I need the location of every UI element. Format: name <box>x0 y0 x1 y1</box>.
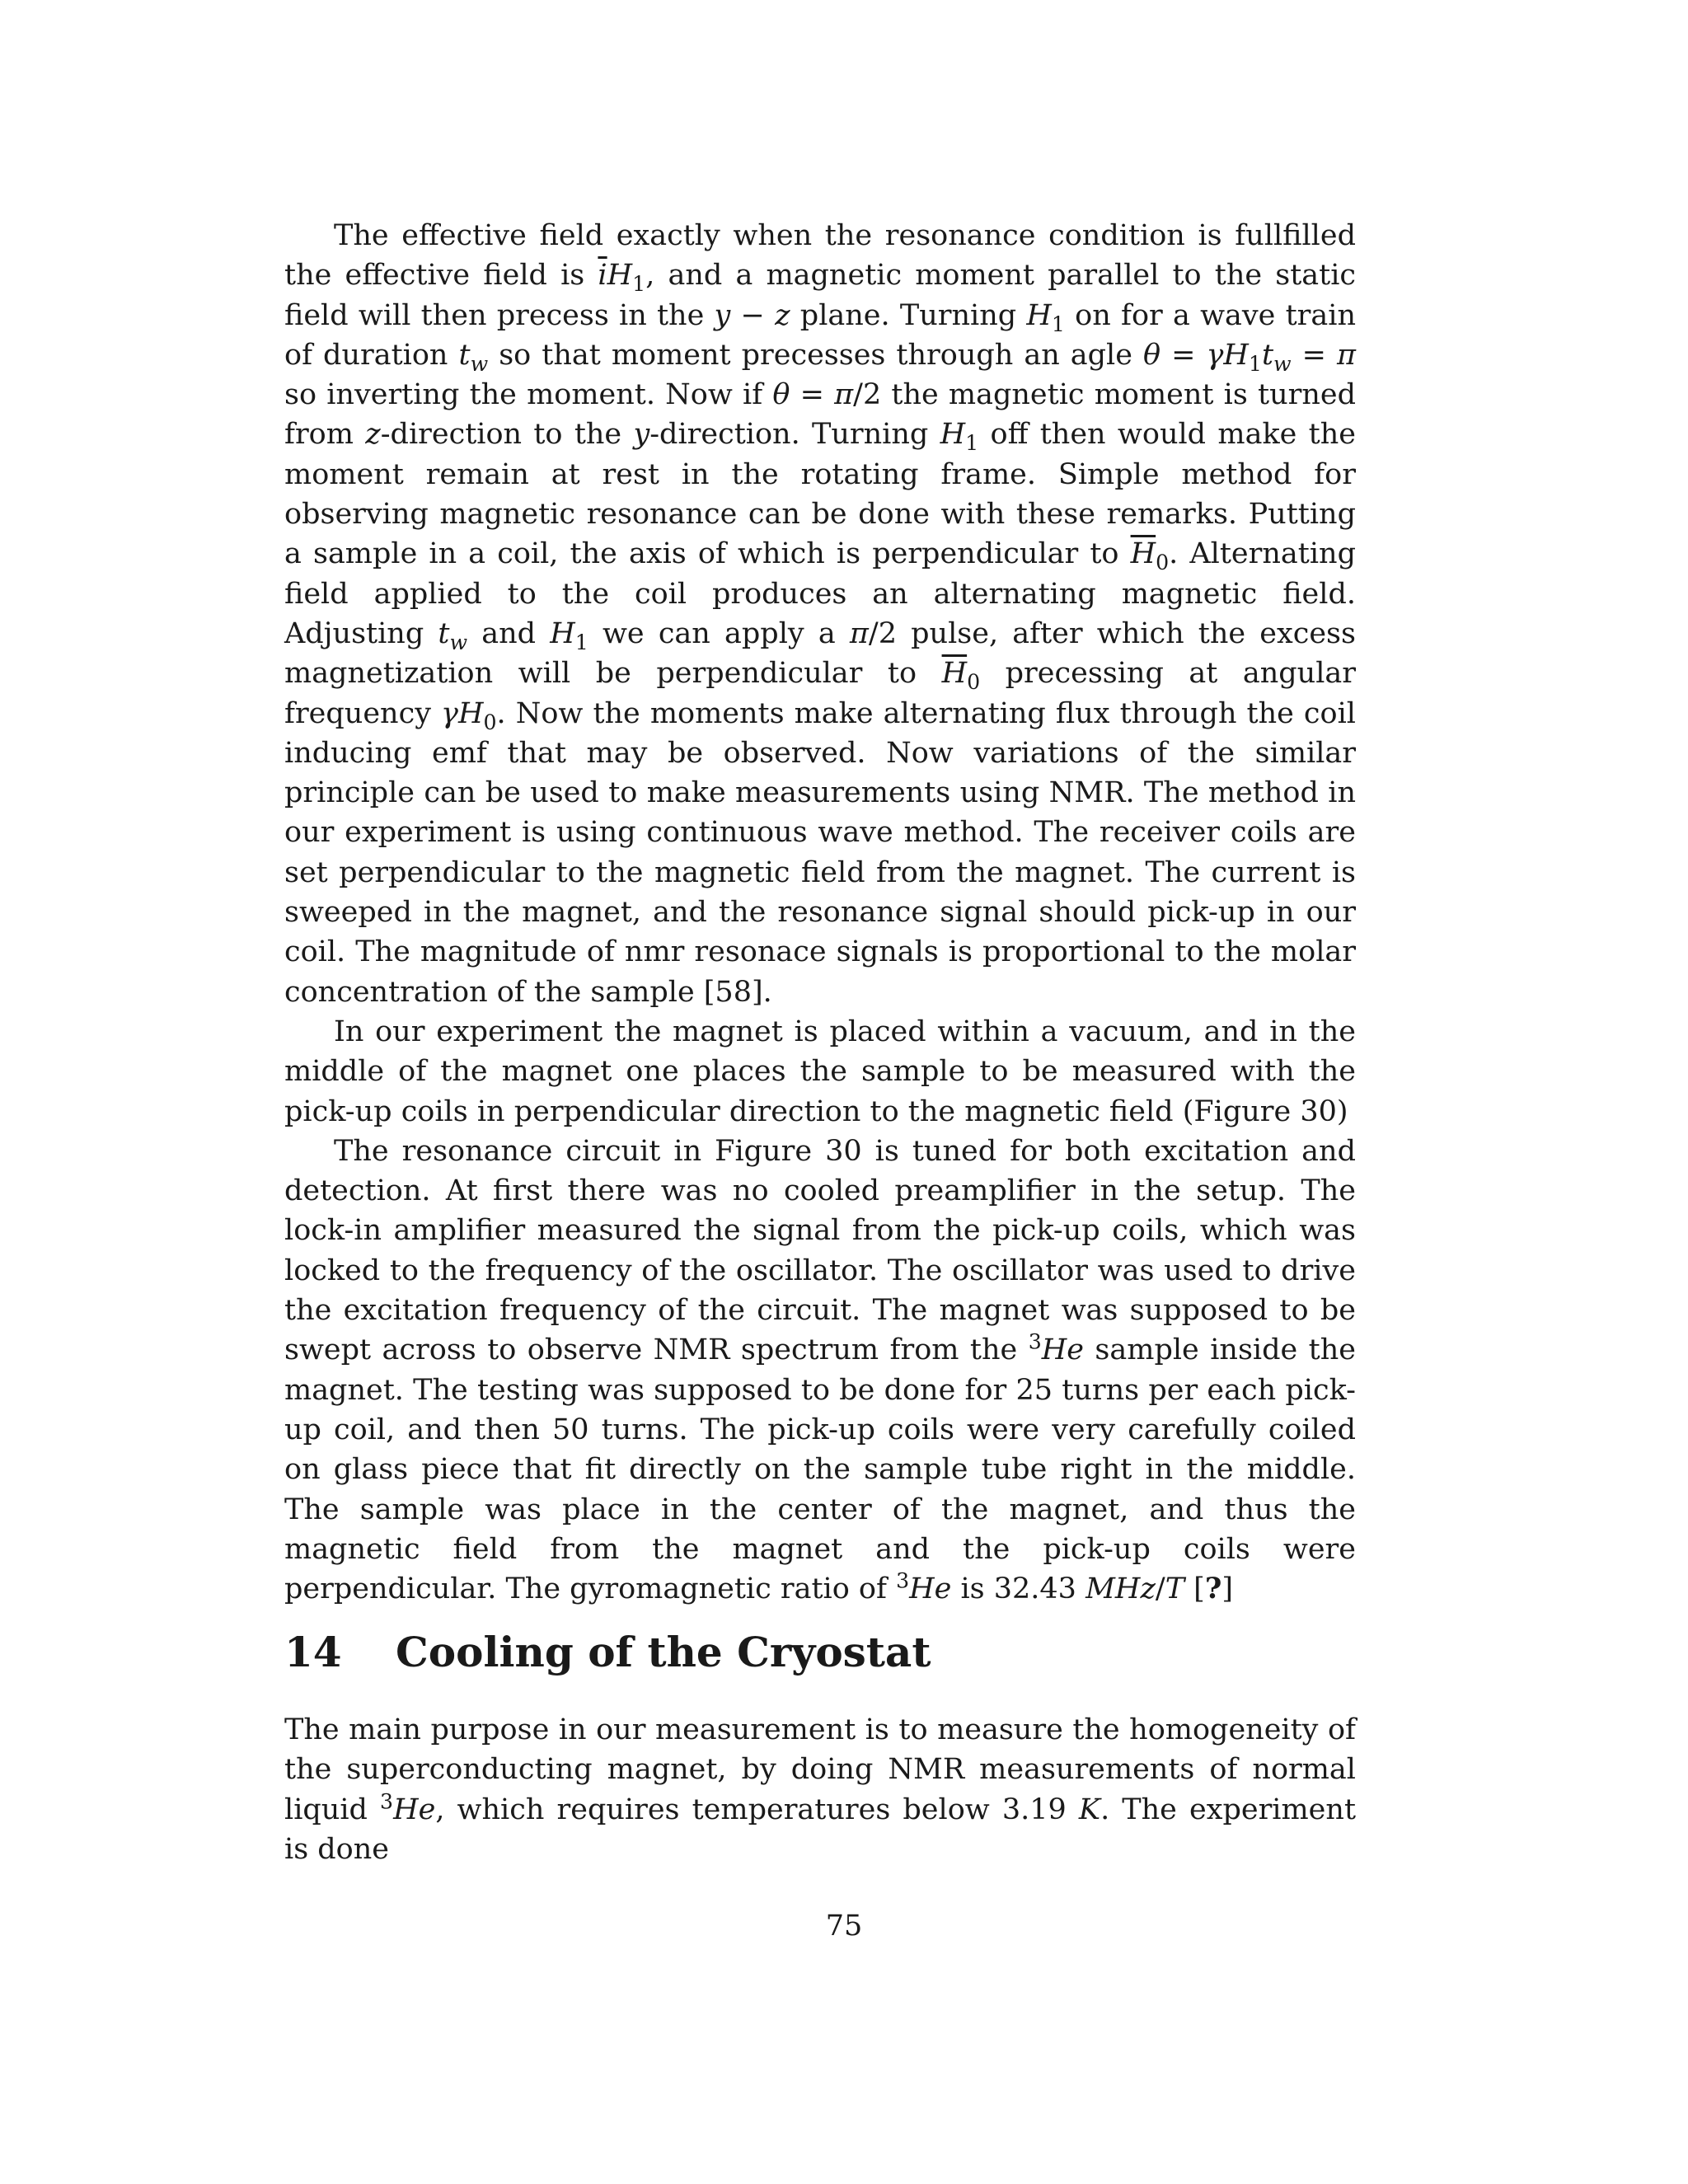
body-text-bottom <box>284 1710 1356 1869</box>
section-heading <box>284 1628 931 1677</box>
paragraph-main-purpose: The main purpose in our measurement is to measure the homogeneity of the superconducting magnet, by doing NMR measurements of normal liquid $^3$He, which requires temperatures below 3.19 K. The experiment is done <box>284 1713 1357 1866</box>
page-number: 75 <box>825 1910 863 1943</box>
section-number: 14 <box>284 1628 342 1676</box>
body-text-top <box>284 216 1356 1609</box>
section-title: Cooling of the Cryostat <box>396 1628 931 1676</box>
paragraph-effective-field: The effective field exactly when the resonance condition is fullfilled the effective field is $\overline{i}H_1$, and a magnetic moment parallel to the static field will then precess in the y − z plane. Turning $H_1$ on for a wave train of duration $t_w$ so that moment precesses through an agle $\theta = \gamma H_1t_w = \pi$ so inverting the moment. Now if θ = π/2 the magnetic moment is turned from z-direction to the y-direction. Turning $H_1$ off then would make the moment remain at rest in the rotating frame. Simple method for observing magnetic resonance can be done with these remarks. Putting a sample in a coil, the axis of which is perpendicular to $\overline{H}_0$. Alternating field applied to the coil produces an alternating magnetic field. Adjusting $t_w$ and $H_1$ we can apply a π/2 pulse, after which the excess magnetization will be perpendicular to $\overline{H}_0$ precessing at angular frequency $\gamma H_0$. Now the moments make alternating flux through the coil inducing emf that may be observed. Now variations of the similar principle can be used to make measurements using NMR. The method in our experiment is using continuous wave method. The receiver coils are set perpendicular to the magnetic field from the magnet. The current is sweeped in the magnet, and the resonance signal should pick-up in our coil. The magnitude of nmr resonace signals is proportional to the molar concentration of the sample [58]. <box>284 219 1357 1009</box>
paragraph-resonance-circuit: The resonance circuit in Figure 30 is tuned for both excitation and detection. At first there was no cooled preamplifier in the setup. The lock-in amplifier measured the signal from the pick-up coils, which was locked to the frequency of the oscillator. The oscillator was used to drive the excitation frequency of the circuit. The magnet was supposed to be swept across to observe NMR spectrum from the $^3$He sample inside the magnet. The testing was supposed to be done for 25 turns per each pick-up coil, and then 50 turns. The pick-up coils were very carefully coiled on glass piece that fit directly on the sample tube right in the middle. The sample was place in the center of the magnet, and thus the magnetic field from the magnet and the pick-up coils were perpendicular. The gyromagnetic ratio of $^3$He is 32.43 MHz/T [?] <box>284 1134 1356 1606</box>
paragraph-magnet-vacuum: In our experiment the magnet is placed within a vacuum, and in the middle of the magnet one places the sample to be measured with the pick-up coils in perpendicular direction to the magnetic field (Figure 30) <box>284 1015 1356 1128</box>
